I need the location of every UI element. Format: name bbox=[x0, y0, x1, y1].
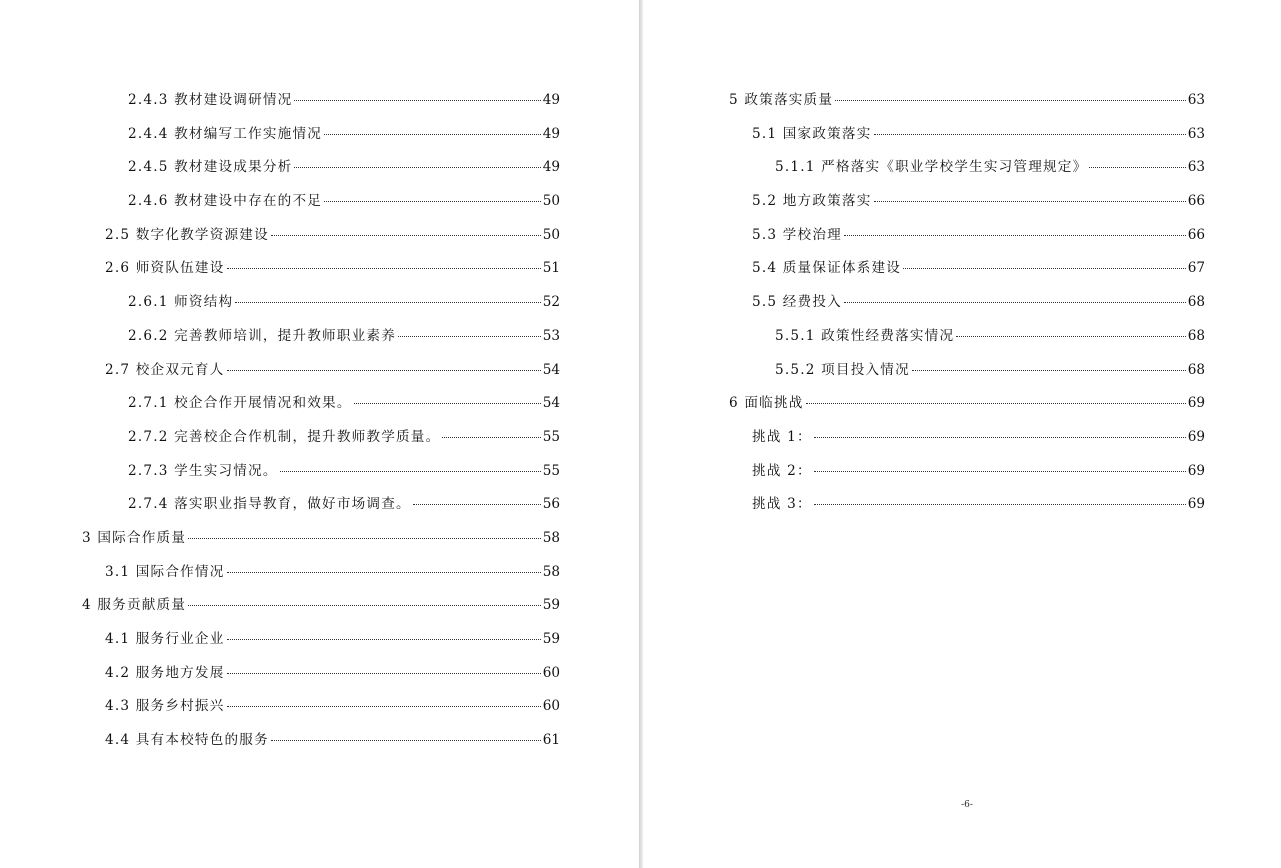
toc-entry-page-number: 49 bbox=[542, 159, 560, 176]
toc-entry[interactable] bbox=[729, 88, 1205, 122]
toc-entry-title: 2.7.4 落实职业指导教育，做好市场调查。 bbox=[128, 496, 411, 513]
toc-entry-page-number: 63 bbox=[1187, 159, 1205, 176]
page-number: -6- bbox=[961, 800, 973, 810]
toc-entry-title: 2.5 数字化教学资源建设 bbox=[105, 226, 269, 243]
toc-entry-page-number: 66 bbox=[1187, 193, 1205, 210]
toc-dot-leader bbox=[227, 268, 541, 269]
toc-entry-title: 挑战 2： bbox=[752, 462, 812, 479]
toc-entry-page-number: 53 bbox=[542, 327, 560, 344]
toc-entry-page-number: 58 bbox=[542, 529, 560, 546]
toc-entry[interactable] bbox=[82, 122, 560, 156]
toc-entry-page-number: 59 bbox=[542, 597, 560, 614]
toc-entry-page-number: 69 bbox=[1187, 395, 1205, 412]
toc-entry-title: 4.4 具有本校特色的服务 bbox=[105, 732, 269, 749]
toc-entry[interactable] bbox=[82, 492, 560, 526]
toc-dot-leader bbox=[271, 235, 541, 236]
toc-entry-page-number: 55 bbox=[542, 462, 560, 479]
toc-entry[interactable] bbox=[82, 391, 560, 425]
toc-entry-page-number: 54 bbox=[542, 395, 560, 412]
toc-entry[interactable] bbox=[729, 256, 1205, 290]
table-of-contents-left bbox=[82, 88, 560, 762]
toc-dot-leader bbox=[398, 336, 541, 337]
toc-entry-page-number: 60 bbox=[542, 664, 560, 681]
toc-entry-title: 2.7.2 完善校企合作机制，提升教师教学质量。 bbox=[128, 428, 441, 445]
toc-entry[interactable] bbox=[729, 358, 1205, 392]
toc-entry-title: 挑战 1： bbox=[752, 428, 812, 445]
toc-dot-leader bbox=[835, 100, 1186, 101]
toc-entry-page-number: 61 bbox=[542, 732, 560, 749]
toc-entry[interactable] bbox=[82, 728, 560, 762]
toc-dot-leader bbox=[442, 437, 540, 438]
toc-dot-leader bbox=[227, 370, 541, 371]
toc-entry-title: 2.7.1 校企合作开展情况和效果。 bbox=[128, 395, 352, 412]
toc-entry-page-number: 59 bbox=[542, 631, 560, 647]
toc-entry-page-number: 69 bbox=[1187, 428, 1205, 445]
toc-entry-page-number: 63 bbox=[1187, 125, 1205, 142]
toc-entry[interactable] bbox=[82, 324, 560, 358]
toc-entry-page-number: 49 bbox=[542, 125, 560, 142]
toc-entry-title: 5 政策落实质量 bbox=[729, 92, 834, 108]
toc-entry[interactable] bbox=[729, 189, 1205, 223]
toc-entry[interactable] bbox=[729, 425, 1205, 459]
toc-entry-title: 4.1 服务行业企业 bbox=[105, 631, 225, 647]
toc-entry[interactable] bbox=[82, 290, 560, 324]
toc-dot-leader bbox=[874, 134, 1186, 135]
toc-entry-page-number: 55 bbox=[542, 428, 560, 445]
toc-entry-title: 3.1 国际合作情况 bbox=[105, 563, 225, 580]
toc-entry-page-number: 60 bbox=[542, 698, 560, 715]
toc-dot-leader bbox=[912, 370, 1186, 371]
toc-dot-leader bbox=[814, 437, 1186, 438]
toc-dot-leader bbox=[227, 572, 541, 573]
toc-entry-title: 6 面临挑战 bbox=[729, 395, 804, 412]
toc-dot-leader bbox=[844, 235, 1186, 236]
toc-entry[interactable] bbox=[82, 560, 560, 594]
toc-entry[interactable] bbox=[729, 223, 1205, 257]
toc-entry-page-number: 63 bbox=[1187, 92, 1205, 108]
toc-entry-page-number: 68 bbox=[1187, 294, 1205, 311]
toc-entry-page-number: 54 bbox=[542, 361, 560, 378]
toc-entry-title: 2.6 师资队伍建设 bbox=[105, 260, 225, 277]
toc-entry-title: 4 服务贡献质量 bbox=[82, 597, 187, 614]
toc-dot-leader bbox=[874, 201, 1186, 202]
toc-entry[interactable] bbox=[729, 155, 1205, 189]
toc-entry-page-number: 68 bbox=[1187, 361, 1205, 378]
toc-entry[interactable] bbox=[729, 391, 1205, 425]
toc-entry[interactable] bbox=[82, 256, 560, 290]
toc-entry[interactable] bbox=[729, 122, 1205, 156]
toc-entry-title: 2.4.6 教材建设中存在的不足 bbox=[128, 193, 323, 210]
toc-entry[interactable] bbox=[82, 88, 560, 122]
toc-entry[interactable] bbox=[729, 324, 1205, 358]
toc-entry[interactable] bbox=[82, 694, 560, 728]
toc-entry-title: 5.1.1 严格落实《职业学校学生实习管理规定》 bbox=[775, 159, 1088, 176]
toc-dot-leader bbox=[354, 403, 541, 404]
toc-entry[interactable] bbox=[82, 661, 560, 695]
toc-entry-page-number: 51 bbox=[542, 260, 560, 277]
toc-entry-title: 2.4.4 教材编写工作实施情况 bbox=[128, 125, 323, 142]
toc-entry-title: 4.3 服务乡村振兴 bbox=[105, 698, 225, 715]
toc-entry-title: 5.4 质量保证体系建设 bbox=[752, 260, 902, 277]
toc-entry[interactable] bbox=[729, 459, 1205, 493]
toc-entry-page-number: 49 bbox=[542, 92, 560, 108]
toc-entry-title: 5.1 国家政策落实 bbox=[752, 125, 872, 142]
toc-entry-page-number: 69 bbox=[1187, 496, 1205, 513]
toc-entry[interactable] bbox=[729, 290, 1205, 324]
toc-entry-title: 5.5.2 项目投入情况 bbox=[775, 361, 910, 378]
toc-dot-leader bbox=[814, 504, 1186, 505]
toc-dot-leader bbox=[294, 167, 540, 168]
toc-dot-leader bbox=[324, 134, 541, 135]
toc-entry-title: 5.3 学校治理 bbox=[752, 226, 842, 243]
toc-entry[interactable] bbox=[82, 189, 560, 223]
toc-entry-title: 5.5 经费投入 bbox=[752, 294, 842, 311]
toc-entry-title: 挑战 3： bbox=[752, 496, 812, 513]
toc-dot-leader bbox=[188, 538, 541, 539]
toc-dot-leader bbox=[956, 336, 1185, 337]
toc-dot-leader bbox=[280, 471, 541, 472]
toc-entry-page-number: 66 bbox=[1187, 226, 1205, 243]
toc-entry[interactable] bbox=[82, 358, 560, 392]
toc-dot-leader bbox=[227, 706, 541, 707]
toc-entry-page-number: 67 bbox=[1187, 260, 1205, 277]
toc-entry-page-number: 50 bbox=[542, 226, 560, 243]
toc-entry-title: 2.7 校企双元育人 bbox=[105, 361, 225, 378]
toc-dot-leader bbox=[227, 673, 541, 674]
toc-dot-leader bbox=[235, 302, 540, 303]
toc-entry[interactable] bbox=[82, 459, 560, 493]
toc-entry-title: 2.7.3 学生实习情况。 bbox=[128, 462, 278, 479]
toc-dot-leader bbox=[188, 605, 541, 606]
toc-entry-page-number: 68 bbox=[1187, 327, 1205, 344]
toc-entry-page-number: 56 bbox=[542, 496, 560, 513]
toc-entry[interactable] bbox=[82, 425, 560, 459]
toc-entry[interactable] bbox=[82, 223, 560, 257]
toc-entry[interactable] bbox=[82, 627, 560, 661]
toc-entry[interactable] bbox=[82, 155, 560, 189]
toc-dot-leader bbox=[413, 504, 541, 505]
toc-entry-title: 3 国际合作质量 bbox=[82, 529, 187, 546]
toc-dot-leader bbox=[844, 302, 1186, 303]
toc-entry-title: 2.4.5 教材建设成果分析 bbox=[128, 159, 293, 176]
right-page bbox=[643, 0, 1281, 868]
toc-entry-title: 2.6.2 完善教师培训，提升教师职业素养 bbox=[128, 327, 397, 344]
toc-entry-title: 2.4.3 教材建设调研情况 bbox=[128, 92, 293, 108]
toc-entry-title: 5.2 地方政策落实 bbox=[752, 193, 872, 210]
toc-dot-leader bbox=[324, 201, 541, 202]
toc-entry[interactable] bbox=[729, 492, 1205, 526]
toc-entry-page-number: 50 bbox=[542, 193, 560, 210]
toc-dot-leader bbox=[806, 403, 1186, 404]
toc-entry-page-number: 52 bbox=[542, 294, 560, 311]
toc-dot-leader bbox=[814, 471, 1186, 472]
toc-entry-page-number: 69 bbox=[1187, 462, 1205, 479]
toc-dot-leader bbox=[227, 639, 541, 640]
toc-dot-leader bbox=[271, 740, 541, 741]
toc-entry-title: 5.5.1 政策性经费落实情况 bbox=[775, 327, 955, 344]
toc-entry-title: 4.2 服务地方发展 bbox=[105, 664, 225, 681]
toc-entry[interactable] bbox=[82, 526, 560, 560]
toc-dot-leader bbox=[294, 100, 540, 101]
left-page bbox=[0, 0, 639, 868]
toc-dot-leader bbox=[1089, 167, 1185, 168]
toc-entry-page-number: 58 bbox=[542, 563, 560, 580]
toc-entry-title: 2.6.1 师资结构 bbox=[128, 294, 234, 311]
toc-entry[interactable] bbox=[82, 593, 560, 627]
table-of-contents-right bbox=[729, 88, 1205, 526]
toc-dot-leader bbox=[903, 268, 1186, 269]
